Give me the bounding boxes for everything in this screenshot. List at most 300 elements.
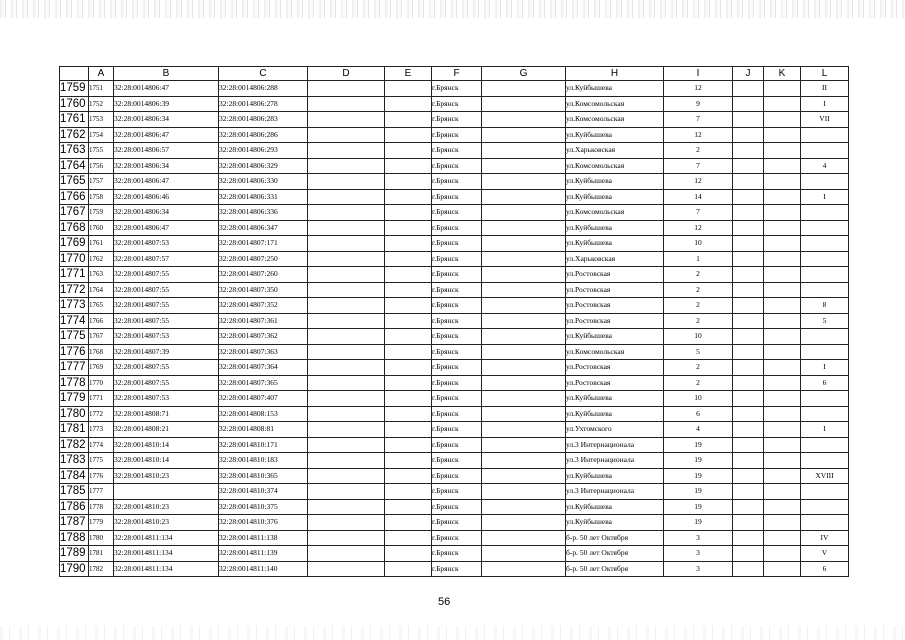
cell-f[interactable]: г.Брянск <box>432 267 482 283</box>
cell-c[interactable]: 32:28:0014806:286 <box>219 127 308 143</box>
cell-k[interactable] <box>764 220 801 236</box>
cell-i[interactable]: 2 <box>664 360 733 376</box>
cell-j[interactable] <box>733 360 764 376</box>
cell-l[interactable]: V <box>801 546 849 562</box>
cell-e[interactable] <box>385 189 432 205</box>
cell-e[interactable] <box>385 267 432 283</box>
cell-a[interactable]: 1760 <box>89 220 114 236</box>
cell-a[interactable]: 1764 <box>89 282 114 298</box>
cell-c[interactable]: 32:28:0014810:376 <box>219 515 308 531</box>
cell-f[interactable]: г.Брянск <box>432 515 482 531</box>
cell-c[interactable]: 32:28:0014806:329 <box>219 158 308 174</box>
cell-i[interactable]: 2 <box>664 267 733 283</box>
cell-f[interactable]: г.Брянск <box>432 313 482 329</box>
cell-l[interactable] <box>801 344 849 360</box>
cell-h[interactable]: ул.Куйбышева <box>566 127 664 143</box>
cell-c[interactable]: 32:28:0014811:138 <box>219 530 308 546</box>
cell-h[interactable]: ул.Комсомольская <box>566 112 664 128</box>
cell-h[interactable]: ул.Ростовская <box>566 360 664 376</box>
cell-f[interactable]: г.Брянск <box>432 422 482 438</box>
cell-g[interactable] <box>482 189 566 205</box>
cell-l[interactable] <box>801 267 849 283</box>
cell-i[interactable]: 19 <box>664 437 733 453</box>
cell-d[interactable] <box>308 143 385 159</box>
cell-i[interactable]: 19 <box>664 484 733 500</box>
cell-d[interactable] <box>308 267 385 283</box>
cell-c[interactable]: 32:28:0014807:407 <box>219 391 308 407</box>
cell-k[interactable] <box>764 453 801 469</box>
cell-d[interactable] <box>308 220 385 236</box>
cell-h[interactable]: ул.3 Интернационала <box>566 437 664 453</box>
row-number[interactable]: 1764 <box>60 158 89 174</box>
cell-g[interactable] <box>482 220 566 236</box>
cell-l[interactable] <box>801 236 849 252</box>
row-number[interactable]: 1763 <box>60 143 89 159</box>
column-header[interactable]: B <box>114 67 219 81</box>
cell-a[interactable]: 1758 <box>89 189 114 205</box>
cell-c[interactable]: 32:28:0014808:153 <box>219 406 308 422</box>
column-header[interactable]: K <box>764 67 801 81</box>
cell-b[interactable]: 32:28:0014806:46 <box>114 189 219 205</box>
cell-l[interactable]: 5 <box>801 313 849 329</box>
cell-d[interactable] <box>308 406 385 422</box>
cell-j[interactable] <box>733 561 764 577</box>
cell-a[interactable]: 1755 <box>89 143 114 159</box>
cell-i[interactable]: 7 <box>664 205 733 221</box>
cell-i[interactable]: 2 <box>664 298 733 314</box>
cell-d[interactable] <box>308 282 385 298</box>
cell-k[interactable] <box>764 205 801 221</box>
row-number[interactable]: 1768 <box>60 220 89 236</box>
cell-c[interactable]: 32:28:0014807:250 <box>219 251 308 267</box>
cell-f[interactable]: г.Брянск <box>432 143 482 159</box>
cell-c[interactable]: 32:28:0014807:363 <box>219 344 308 360</box>
cell-d[interactable] <box>308 189 385 205</box>
cell-g[interactable] <box>482 174 566 190</box>
row-number[interactable]: 1770 <box>60 251 89 267</box>
cell-d[interactable] <box>308 484 385 500</box>
cell-j[interactable] <box>733 158 764 174</box>
cell-b[interactable]: 32:28:0014810:23 <box>114 515 219 531</box>
cell-a[interactable]: 1756 <box>89 158 114 174</box>
cell-e[interactable] <box>385 375 432 391</box>
cell-j[interactable] <box>733 422 764 438</box>
cell-c[interactable]: 32:28:0014807:361 <box>219 313 308 329</box>
cell-f[interactable]: г.Брянск <box>432 484 482 500</box>
cell-d[interactable] <box>308 422 385 438</box>
cell-c[interactable]: 32:28:0014810:374 <box>219 484 308 500</box>
cell-e[interactable] <box>385 81 432 97</box>
cell-b[interactable] <box>114 484 219 500</box>
cell-g[interactable] <box>482 143 566 159</box>
cell-b[interactable]: 32:28:0014806:47 <box>114 174 219 190</box>
cell-f[interactable]: г.Брянск <box>432 499 482 515</box>
cell-e[interactable] <box>385 453 432 469</box>
cell-j[interactable] <box>733 453 764 469</box>
cell-b[interactable]: 32:28:0014807:55 <box>114 282 219 298</box>
cell-g[interactable] <box>482 484 566 500</box>
row-number[interactable]: 1773 <box>60 298 89 314</box>
cell-e[interactable] <box>385 96 432 112</box>
cell-i[interactable]: 10 <box>664 329 733 345</box>
cell-k[interactable] <box>764 174 801 190</box>
cell-j[interactable] <box>733 298 764 314</box>
cell-a[interactable]: 1766 <box>89 313 114 329</box>
cell-f[interactable]: г.Брянск <box>432 158 482 174</box>
cell-e[interactable] <box>385 143 432 159</box>
cell-f[interactable]: г.Брянск <box>432 236 482 252</box>
cell-k[interactable] <box>764 236 801 252</box>
cell-e[interactable] <box>385 205 432 221</box>
cell-c[interactable]: 32:28:0014807:260 <box>219 267 308 283</box>
cell-c[interactable]: 32:28:0014810:171 <box>219 437 308 453</box>
cell-a[interactable]: 1757 <box>89 174 114 190</box>
cell-f[interactable]: г.Брянск <box>432 127 482 143</box>
cell-b[interactable]: 32:28:0014811:134 <box>114 546 219 562</box>
cell-j[interactable] <box>733 205 764 221</box>
cell-d[interactable] <box>308 251 385 267</box>
cell-g[interactable] <box>482 236 566 252</box>
cell-l[interactable] <box>801 174 849 190</box>
row-number[interactable]: 1776 <box>60 344 89 360</box>
cell-b[interactable]: 32:28:0014806:57 <box>114 143 219 159</box>
cell-d[interactable] <box>308 298 385 314</box>
cell-l[interactable] <box>801 329 849 345</box>
column-header[interactable]: J <box>733 67 764 81</box>
cell-f[interactable]: г.Брянск <box>432 96 482 112</box>
cell-h[interactable]: ул.Куйбышева <box>566 515 664 531</box>
cell-h[interactable]: ул.Ростовская <box>566 313 664 329</box>
cell-j[interactable] <box>733 251 764 267</box>
cell-d[interactable] <box>308 437 385 453</box>
cell-f[interactable]: г.Брянск <box>432 81 482 97</box>
cell-a[interactable]: 1770 <box>89 375 114 391</box>
cell-h[interactable]: ул.Куйбышева <box>566 499 664 515</box>
row-number[interactable]: 1765 <box>60 174 89 190</box>
cell-g[interactable] <box>482 329 566 345</box>
cell-b[interactable]: 32:28:0014807:57 <box>114 251 219 267</box>
cell-g[interactable] <box>482 499 566 515</box>
cell-g[interactable] <box>482 282 566 298</box>
cell-j[interactable] <box>733 468 764 484</box>
cell-b[interactable]: 32:28:0014811:134 <box>114 561 219 577</box>
cell-g[interactable] <box>482 313 566 329</box>
cell-i[interactable]: 3 <box>664 561 733 577</box>
cell-k[interactable] <box>764 530 801 546</box>
row-number[interactable]: 1760 <box>60 96 89 112</box>
cell-l[interactable] <box>801 127 849 143</box>
cell-e[interactable] <box>385 282 432 298</box>
cell-i[interactable]: 4 <box>664 422 733 438</box>
cell-e[interactable] <box>385 499 432 515</box>
cell-b[interactable]: 32:28:0014806:47 <box>114 81 219 97</box>
cell-d[interactable] <box>308 205 385 221</box>
cell-e[interactable] <box>385 158 432 174</box>
cell-l[interactable]: 6 <box>801 561 849 577</box>
cell-g[interactable] <box>482 344 566 360</box>
cell-e[interactable] <box>385 546 432 562</box>
cell-h[interactable]: ул.Куйбышева <box>566 391 664 407</box>
cell-b[interactable]: 32:28:0014808:71 <box>114 406 219 422</box>
cell-c[interactable]: 32:28:0014806:347 <box>219 220 308 236</box>
row-number[interactable]: 1774 <box>60 313 89 329</box>
cell-h[interactable]: ул.Куйбышева <box>566 174 664 190</box>
cell-b[interactable]: 32:28:0014807:55 <box>114 360 219 376</box>
cell-k[interactable] <box>764 484 801 500</box>
cell-e[interactable] <box>385 313 432 329</box>
cell-d[interactable] <box>308 391 385 407</box>
cell-i[interactable]: 19 <box>664 468 733 484</box>
cell-l[interactable] <box>801 437 849 453</box>
cell-f[interactable]: г.Брянск <box>432 298 482 314</box>
cell-d[interactable] <box>308 453 385 469</box>
cell-f[interactable]: г.Брянск <box>432 205 482 221</box>
cell-c[interactable]: 32:28:0014811:139 <box>219 546 308 562</box>
cell-h[interactable]: ул.Ростовская <box>566 267 664 283</box>
column-header[interactable]: I <box>664 67 733 81</box>
cell-a[interactable]: 1751 <box>89 81 114 97</box>
cell-b[interactable]: 32:28:0014806:34 <box>114 205 219 221</box>
cell-a[interactable]: 1768 <box>89 344 114 360</box>
cell-j[interactable] <box>733 220 764 236</box>
cell-a[interactable]: 1777 <box>89 484 114 500</box>
row-number[interactable]: 1775 <box>60 329 89 345</box>
cell-e[interactable] <box>385 344 432 360</box>
cell-l[interactable] <box>801 143 849 159</box>
cell-f[interactable]: г.Брянск <box>432 391 482 407</box>
cell-a[interactable]: 1772 <box>89 406 114 422</box>
cell-a[interactable]: 1774 <box>89 437 114 453</box>
cell-k[interactable] <box>764 143 801 159</box>
cell-i[interactable]: 5 <box>664 344 733 360</box>
cell-c[interactable]: 32:28:0014810:183 <box>219 453 308 469</box>
cell-c[interactable]: 32:28:0014806:330 <box>219 174 308 190</box>
cell-g[interactable] <box>482 205 566 221</box>
cell-c[interactable]: 32:28:0014807:362 <box>219 329 308 345</box>
cell-k[interactable] <box>764 313 801 329</box>
cell-k[interactable] <box>764 360 801 376</box>
cell-c[interactable]: 32:28:0014806:336 <box>219 205 308 221</box>
cell-i[interactable]: 12 <box>664 81 733 97</box>
cell-k[interactable] <box>764 96 801 112</box>
cell-c[interactable]: 32:28:0014811:140 <box>219 561 308 577</box>
cell-g[interactable] <box>482 251 566 267</box>
cell-j[interactable] <box>733 96 764 112</box>
cell-l[interactable] <box>801 282 849 298</box>
column-header[interactable]: E <box>385 67 432 81</box>
cell-k[interactable] <box>764 391 801 407</box>
cell-e[interactable] <box>385 220 432 236</box>
cell-e[interactable] <box>385 561 432 577</box>
cell-f[interactable]: г.Брянск <box>432 251 482 267</box>
cell-j[interactable] <box>733 437 764 453</box>
cell-f[interactable]: г.Брянск <box>432 375 482 391</box>
cell-a[interactable]: 1754 <box>89 127 114 143</box>
cell-h[interactable]: ул.Ухтомского <box>566 422 664 438</box>
cell-f[interactable]: г.Брянск <box>432 282 482 298</box>
cell-h[interactable]: ул.Куйбышева <box>566 189 664 205</box>
cell-j[interactable] <box>733 282 764 298</box>
cell-h[interactable]: ул.Комсомольская <box>566 344 664 360</box>
cell-i[interactable]: 1 <box>664 251 733 267</box>
cell-e[interactable] <box>385 530 432 546</box>
cell-j[interactable] <box>733 375 764 391</box>
cell-d[interactable] <box>308 375 385 391</box>
cell-d[interactable] <box>308 313 385 329</box>
cell-j[interactable] <box>733 313 764 329</box>
cell-l[interactable]: XVIII <box>801 468 849 484</box>
cell-l[interactable] <box>801 499 849 515</box>
cell-b[interactable]: 32:28:0014807:53 <box>114 329 219 345</box>
cell-j[interactable] <box>733 267 764 283</box>
row-number[interactable]: 1771 <box>60 267 89 283</box>
cell-a[interactable]: 1773 <box>89 422 114 438</box>
cell-d[interactable] <box>308 515 385 531</box>
cell-b[interactable]: 32:28:0014807:55 <box>114 313 219 329</box>
cell-a[interactable]: 1753 <box>89 112 114 128</box>
cell-e[interactable] <box>385 391 432 407</box>
cell-i[interactable]: 7 <box>664 112 733 128</box>
cell-f[interactable]: г.Брянск <box>432 453 482 469</box>
cell-c[interactable]: 32:28:0014807:365 <box>219 375 308 391</box>
cell-h[interactable]: ул.Комсомольская <box>566 158 664 174</box>
cell-e[interactable] <box>385 422 432 438</box>
cell-c[interactable]: 32:28:0014806:331 <box>219 189 308 205</box>
cell-l[interactable]: IV <box>801 530 849 546</box>
cell-h[interactable]: ул.Комсомольская <box>566 205 664 221</box>
cell-h[interactable]: ул.3 Интернационала <box>566 484 664 500</box>
cell-g[interactable] <box>482 437 566 453</box>
cell-g[interactable] <box>482 561 566 577</box>
cell-a[interactable]: 1752 <box>89 96 114 112</box>
cell-l[interactable]: 6 <box>801 375 849 391</box>
cell-l[interactable] <box>801 220 849 236</box>
row-number[interactable]: 1786 <box>60 499 89 515</box>
cell-l[interactable]: 8 <box>801 298 849 314</box>
cell-i[interactable]: 9 <box>664 96 733 112</box>
cell-i[interactable]: 19 <box>664 499 733 515</box>
cell-l[interactable] <box>801 484 849 500</box>
cell-j[interactable] <box>733 189 764 205</box>
cell-a[interactable]: 1759 <box>89 205 114 221</box>
cell-e[interactable] <box>385 468 432 484</box>
cell-c[interactable]: 32:28:0014810:375 <box>219 499 308 515</box>
cell-f[interactable]: г.Брянск <box>432 329 482 345</box>
cell-k[interactable] <box>764 468 801 484</box>
row-number[interactable]: 1762 <box>60 127 89 143</box>
cell-c[interactable]: 32:28:0014806:278 <box>219 96 308 112</box>
cell-g[interactable] <box>482 158 566 174</box>
cell-b[interactable]: 32:28:0014807:55 <box>114 375 219 391</box>
cell-h[interactable]: ул.Куйбышева <box>566 406 664 422</box>
cell-c[interactable]: 32:28:0014807:352 <box>219 298 308 314</box>
cell-c[interactable]: 32:28:0014806:293 <box>219 143 308 159</box>
cell-g[interactable] <box>482 453 566 469</box>
cell-l[interactable]: I <box>801 96 849 112</box>
cell-h[interactable]: ул.Куйбышева <box>566 468 664 484</box>
cell-k[interactable] <box>764 344 801 360</box>
cell-i[interactable]: 12 <box>664 174 733 190</box>
cell-g[interactable] <box>482 298 566 314</box>
cell-b[interactable]: 32:28:0014807:53 <box>114 236 219 252</box>
cell-g[interactable] <box>482 391 566 407</box>
cell-k[interactable] <box>764 406 801 422</box>
cell-i[interactable]: 6 <box>664 406 733 422</box>
row-number[interactable]: 1769 <box>60 236 89 252</box>
cell-l[interactable] <box>801 453 849 469</box>
row-number[interactable]: 1782 <box>60 437 89 453</box>
cell-c[interactable]: 32:28:0014810:365 <box>219 468 308 484</box>
cell-a[interactable]: 1761 <box>89 236 114 252</box>
cell-h[interactable]: ул.Ростовская <box>566 282 664 298</box>
cell-j[interactable] <box>733 127 764 143</box>
cell-j[interactable] <box>733 81 764 97</box>
row-number[interactable]: 1780 <box>60 406 89 422</box>
cell-d[interactable] <box>308 96 385 112</box>
cell-a[interactable]: 1776 <box>89 468 114 484</box>
cell-i[interactable]: 2 <box>664 375 733 391</box>
cell-b[interactable]: 32:28:0014811:134 <box>114 530 219 546</box>
cell-g[interactable] <box>482 96 566 112</box>
cell-b[interactable]: 32:28:0014807:55 <box>114 267 219 283</box>
cell-f[interactable]: г.Брянск <box>432 220 482 236</box>
cell-j[interactable] <box>733 406 764 422</box>
row-number[interactable]: 1790 <box>60 561 89 577</box>
cell-d[interactable] <box>308 158 385 174</box>
cell-l[interactable]: I <box>801 360 849 376</box>
cell-c[interactable]: 32:28:0014806:288 <box>219 81 308 97</box>
cell-k[interactable] <box>764 561 801 577</box>
cell-j[interactable] <box>733 344 764 360</box>
cell-k[interactable] <box>764 251 801 267</box>
cell-f[interactable]: г.Брянск <box>432 530 482 546</box>
cell-j[interactable] <box>733 112 764 128</box>
cell-h[interactable]: ул.Ростовская <box>566 375 664 391</box>
cell-g[interactable] <box>482 468 566 484</box>
cell-b[interactable]: 32:28:0014806:34 <box>114 112 219 128</box>
cell-k[interactable] <box>764 499 801 515</box>
cell-b[interactable]: 32:28:0014807:55 <box>114 298 219 314</box>
column-header[interactable]: L <box>801 67 849 81</box>
cell-b[interactable]: 32:28:0014810:14 <box>114 453 219 469</box>
cell-k[interactable] <box>764 422 801 438</box>
cell-k[interactable] <box>764 282 801 298</box>
cell-g[interactable] <box>482 127 566 143</box>
cell-i[interactable]: 10 <box>664 236 733 252</box>
cell-e[interactable] <box>385 360 432 376</box>
cell-a[interactable]: 1762 <box>89 251 114 267</box>
cell-a[interactable]: 1767 <box>89 329 114 345</box>
cell-l[interactable] <box>801 515 849 531</box>
cell-g[interactable] <box>482 406 566 422</box>
cell-i[interactable]: 2 <box>664 143 733 159</box>
cell-e[interactable] <box>385 484 432 500</box>
cell-g[interactable] <box>482 267 566 283</box>
cell-l[interactable]: 4 <box>801 158 849 174</box>
row-number[interactable]: 1761 <box>60 112 89 128</box>
cell-h[interactable]: б-р. 50 лет Октября <box>566 561 664 577</box>
cell-h[interactable]: ул.Комсомольская <box>566 96 664 112</box>
cell-e[interactable] <box>385 298 432 314</box>
cell-j[interactable] <box>733 329 764 345</box>
cell-a[interactable]: 1780 <box>89 530 114 546</box>
row-number[interactable]: 1783 <box>60 453 89 469</box>
cell-c[interactable]: 32:28:0014807:171 <box>219 236 308 252</box>
cell-i[interactable]: 3 <box>664 530 733 546</box>
cell-h[interactable]: б-р. 50 лет Октября <box>566 546 664 562</box>
row-number[interactable]: 1789 <box>60 546 89 562</box>
cell-b[interactable]: 32:28:0014806:34 <box>114 158 219 174</box>
